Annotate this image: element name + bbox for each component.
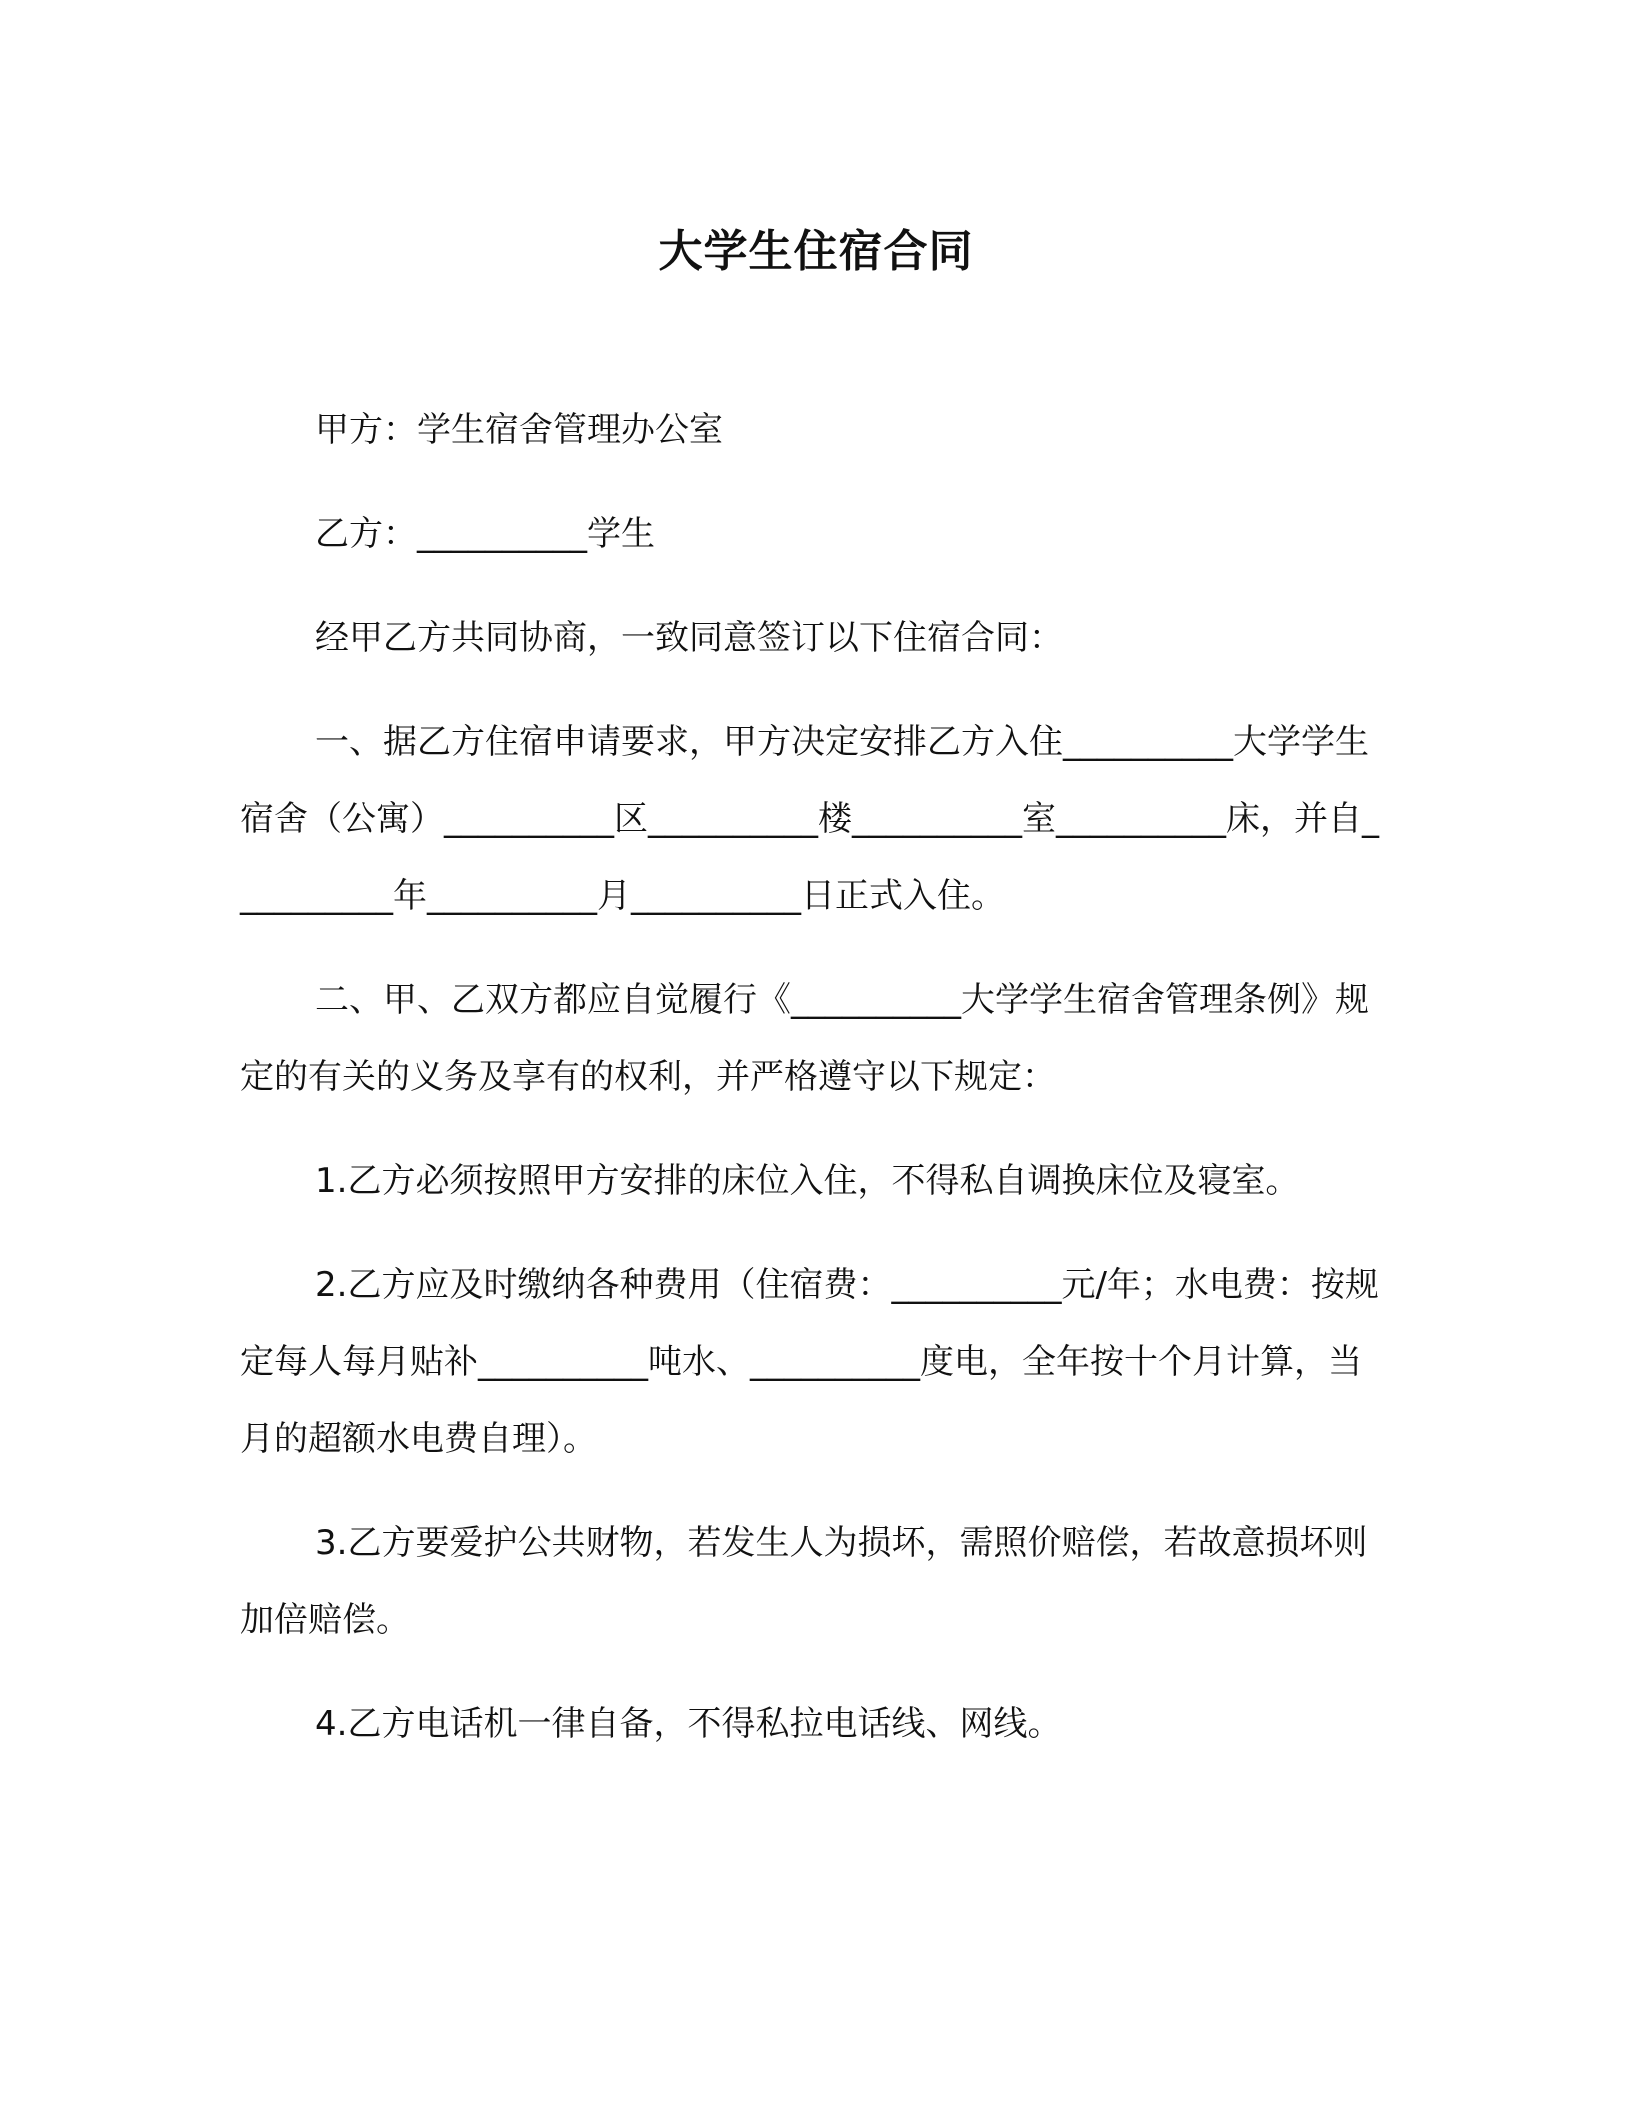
rule-4: 4.乙方电话机一律自备，不得私拉电话线、网线。	[315, 1704, 1062, 1744]
document-title: 大学生住宿合同	[658, 226, 974, 277]
rule-1: 1.乙方必须按照甲方安排的床位入住，不得私自调换床位及寝室。	[315, 1161, 1300, 1201]
document-body	[240, 392, 1385, 1790]
rule-3: 3.乙方要爱护公共财物，若发生人为损坏，需照价赔偿，若故意损坏则加倍赔偿。	[240, 1523, 1368, 1640]
rule-2: 2.乙方应及时缴纳各种费用（住宿费：__________元/年；水电费：按规定每人每月贴补__________吨水、__________度电，全年按十个月计算，当月的超额水电费自理）。	[240, 1265, 1379, 1459]
clause-2: 二、甲、乙双方都应自觉履行《__________大学学生宿舍管理条例》规定的有关的义务及享有的权利，并严格遵守以下规定：	[240, 980, 1369, 1097]
agreement-intro: 经甲乙方共同协商，一致同意签订以下住宿合同：	[315, 618, 1063, 658]
party-b-line: 乙方：__________学生	[315, 514, 655, 554]
party-a-line: 甲方：学生宿舍管理办公室	[315, 410, 723, 450]
clause-1: 一、据乙方住宿申请要求，甲方决定安排乙方入住__________大学学生宿舍（公寓）__________区__________楼__________室__________床，并自__________年__________月__________日正式入住。	[240, 722, 1379, 916]
